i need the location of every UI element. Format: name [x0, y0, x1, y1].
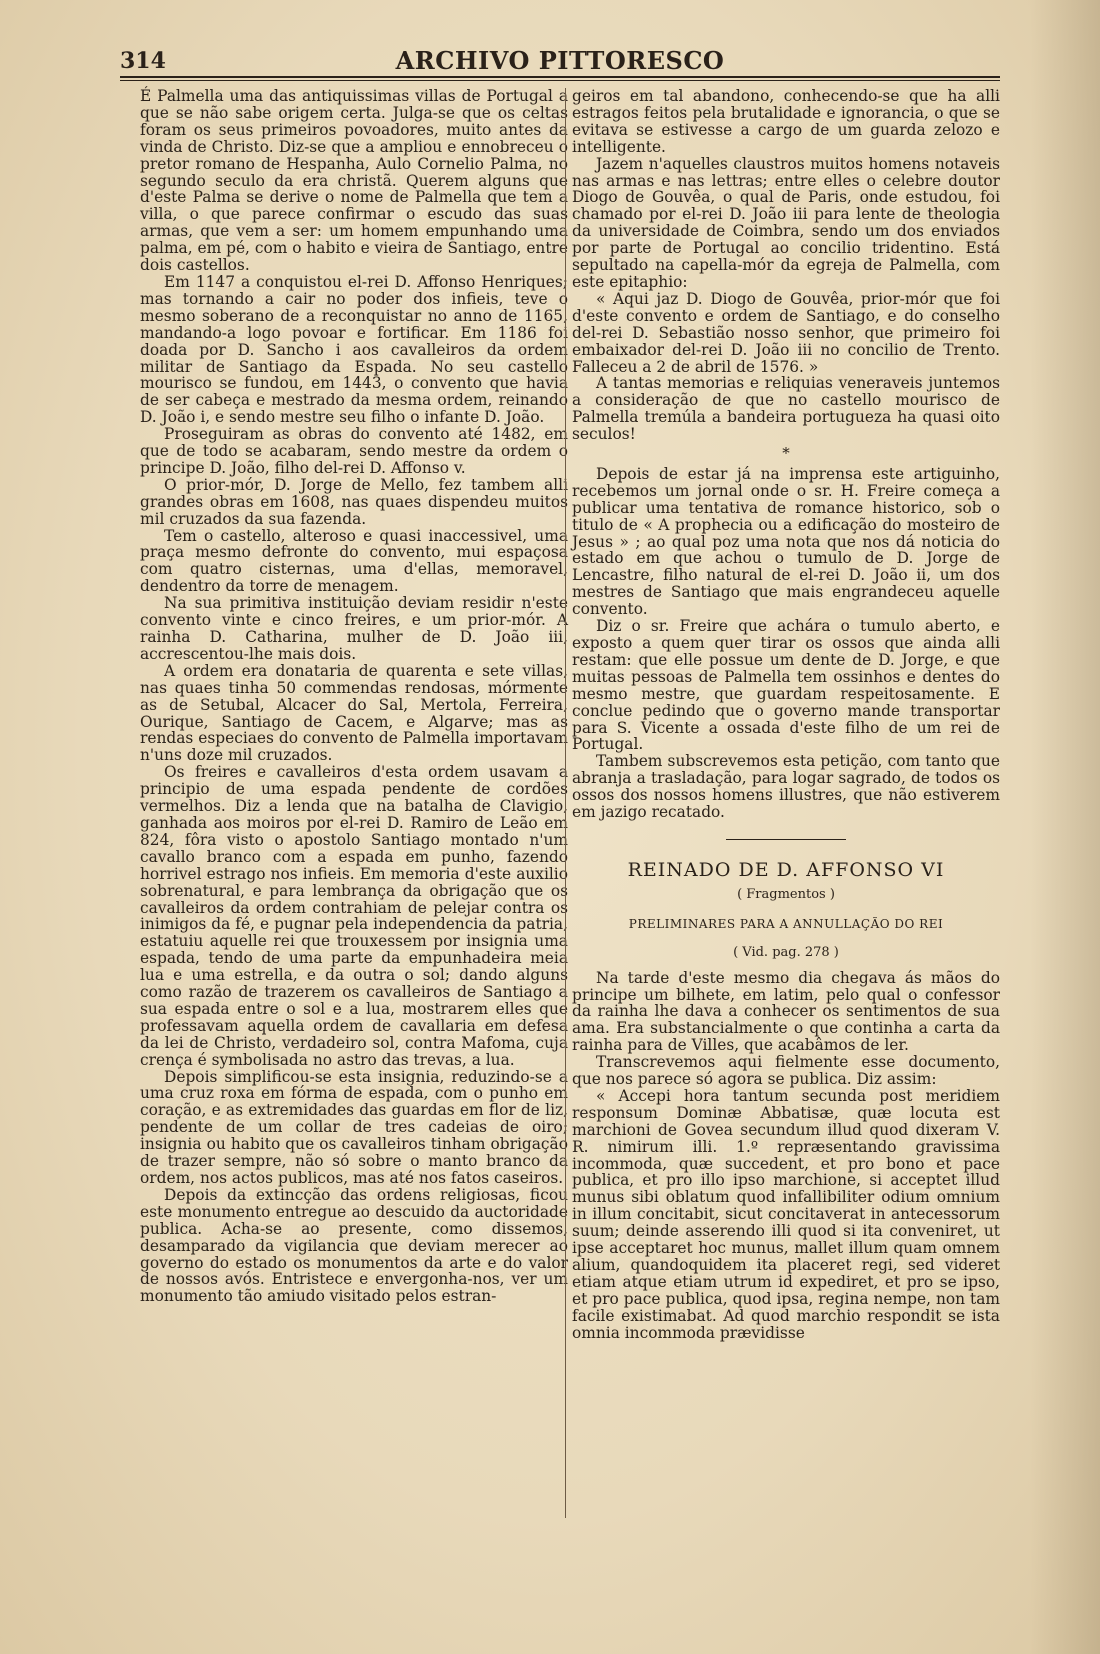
paragraph: Os freires e cavalleiros d'esta ordem usavam a principio de uma espada pendente de cordões vermelhos. Diz a lenda que na batalha de Clavigio, ganhada aos moiros por el-rei D. Ramiro de Leão em 824, fôra visto o apostolo Santiago montado n'um cavallo branco com a espada em punho, fazendo horrivel estrago nos infieis. Em memoria d'este auxilio sobrenatural, e para lembrança da obrigação que os cavalleiros da ordem contrahiam de pelejar contra os inimigos da fé, e pugnar pela independencia da patria, estatuiu aquelle rei que trouxessem por insignia uma espada, tendo de uma parte da empunhadeira meia lua e uma estrella, e da outra o sol; dando alguns como razão de trazerem os cavalleiros de Santiago a sua espada entre o sol e a lua, mostrarem elles que professavam aquella ordem de cavallaria em defesa da lei de Christo, verdadeiro sol, contra Mafoma, cuja crença é symbolisada no astro das trevas, a lua. [140, 763, 568, 1069]
epitaph: « Aqui jaz D. Diogo de Gouvêa, prior-mór que foi d'este convento e ordem de Santiago, e do conselho del-rei D. Sebastião nosso senhor, que primeiro foi embaixador del-rei D. João iii no concilio de Trento. Falleceu a 2 de abril de 1576. » [572, 289, 1000, 376]
running-title: ARCHIVO PITTORESCO [395, 46, 725, 75]
paragraph: Em 1147 a conquistou el-rei D. Affonso Henriques; mas tornando a cair no poder dos infieis, teve o mesmo soberano de a reconquistar no anno de 1165, mandando-a logo povoar e fortificar. Em 1186 foi doada por D. Sancho i aos cavalleiros da ordem militar de Santiago da Espada. No seu castello mourisco se fundou, em 1443, o convento que havia de ser cabeça e mestrado da mesma ordem, reinando D. João i, e sendo mestre seu filho o infante D. João. [140, 272, 568, 427]
left-column [140, 88, 568, 1594]
paragraph: O prior-mór, D. Jorge de Mello, fez tambem alli grandes obras em 1608, nas quaes dispendeu muitos mil cruzados da sua fazenda. [140, 475, 568, 528]
paragraph: Na tarde d'este mesmo dia chegava ás mãos do principe um bilhete, em latim, pelo qual o confessor da rainha lhe dava a conhecer os sentimentos de sua ama. Era substancialmente o que continha a carta da rainha para de Villes, que acabâmos de ler. [572, 968, 1000, 1055]
right-column [572, 88, 1000, 1594]
paragraph: Tem o castello, alteroso e quasi inaccessivel, uma praça mesmo defronte do convento, mui espaçosa com quatro cisternas, uma d'ellas, memoravel, dendentro da torre de menagem. [140, 526, 568, 596]
latin-quotation: « Accepi hora tantum secunda post meridiem responsum Dominæ Abbatisæ, quæ locuta est marchioni de Govea secundum illud quod dixeram V. R. nimirum illi. 1.º repræsentando gravissima incommoda, quæ succedent, et pro bono et pace publica, et pro illo ipso marchione, si acceptet illud munus sibi oblatum quod infallibiliter odium omnium in illum concitabit, sicut concitaverat in antecessorum suum; deinde asserendo illi quod si ita conveniret, ut ipse acceptaret hoc munus, mallet illum quam omnem alium, quandoquidem ita placeret regi, sed videret etiam atque etiam utrum id expediret, et pro se ipso, et pro pace publica, quod ipsa, regina nempe, non tam facile existimabat. Ad quod marchio respondit se ista omnia incommoda prævidisse [572, 1086, 1000, 1342]
paragraph: Transcrevemos aqui fielmente esse documento, que nos parece só agora se publica. Diz assim: [572, 1053, 1000, 1089]
running-header [120, 40, 1000, 80]
page-edge-shadow [1030, 0, 1100, 1654]
page-reference: ( Vid. pag. 278 ) [733, 944, 839, 960]
paragraph: Diz o sr. Freire que achára o tumulo aberto, e exposto a quem quer tirar os ossos que ainda alli restam: que elle possue um dente de D. Jorge, e que muitas pessoas de Palmella tem ossinhos e dentes do mesmo mestre, que guardam respeitosamente. E conclue pedindo que o governo mande transportar para S. Vicente a ossada d'este filho de um rei de Portugal. [572, 617, 1000, 754]
section-subtitle: ( Fragmentos ) [737, 886, 835, 902]
column-divider [565, 88, 566, 1518]
paragraph: Depois da extincção das ordens religiosas, ficou este monumento entregue ao descuido da auctoridade publica. Acha-se ao presente, como dissemos, desamparado da vigilancia que deviam merecer ao governo do estado os monumentos da arte e do valor de nossos avós. Entristece e envergonha-nos, ver um monumento tão amiudo visitado pelos estran- [140, 1185, 568, 1306]
paragraph: Proseguiram as obras do convento até 1482, em que de todo se acabaram, sendo mestre da ordem o principe D. João, filho del-rei D. Affonso v. [140, 425, 568, 477]
section-heading: PRELIMINARES PARA A ANNULLAÇÃO DO REI [628, 916, 944, 931]
header-rule-thin [120, 80, 1000, 81]
paragraph: É Palmella uma das antiquissimas villas de Portugal a que se não sabe origem certa. Julga-se que os celtas foram os seus primeiros povoadores, muito antes da vinda de Christo. Diz-se que a ampliou e ennobreceu o pretor romano de Hespanha, Aulo Cornelio Palma, no segundo seculo da era christã. Querem alguns que d'este Palma se derive o nome de Palmella que tem a villa, o que parece confirmar o escudo das suas armas, que vem a ser: um homem empunhando uma palma, em pé, com o habito e vieira de Santiago, entre dois castellos. [140, 87, 568, 275]
header-rule [120, 76, 1000, 78]
page-number: 314 [120, 48, 166, 74]
paragraph: A ordem era donataria de quarenta e sete villas, nas quaes tinha 50 commendas rendosas, mórmente as de Setubal, Alcacer do Sal, Mertola, Ferreira, Ourique, Santiago de Cacem, e Algarve; mas as rendas especiaes do convento de Palmella importavam n'uns doze mil cruzados. [140, 661, 568, 765]
paragraph: Tambem subscrevemos esta petição, com tanto que abranja a trasladação, para logar sagrado, de todos os ossos dos nossos homens illustres, que não estiverem em jazigo recatado. [572, 752, 1000, 822]
paragraph: Jazem n'aquelles claustros muitos homens notaveis nas armas e nas lettras; entre elles o celebre doutor Diogo de Gouvêa, o qual de Paris, onde estudou, foi chamado por el-rei D. João iii para lente de theologia da universidade de Coimbra, sendo um dos enviados por parte de Portugal ao concilio tridentino. Está sepultado na capella-mór da egreja de Palmella, com este epitaphio: [572, 154, 1000, 291]
paragraph: geiros em tal abandono, conhecendo-se que ha alli estragos feitos pela brutalidade e ignorancia, o que se evitava se estivesse a cargo de um guarda zelozo e intelligente. [572, 87, 1000, 156]
asterism: * [782, 444, 790, 463]
paragraph: Depois de estar já na imprensa este artiguinho, recebemos um jornal onde o sr. H. Freire começa a publicar uma tentativa de romance historico, sob o titulo de « A prophecia ou a edificação do mosteiro de Jesus » ; ao qual poz uma nota que nos dá noticia do estado em que achou o tumulo de D. Jorge de Lencastre, filho natural de el-rei D. João ii, um dos mestres de Santiago que mais engrandeceu aquelle convento. [572, 464, 1000, 619]
paragraph: Na sua primitiva instituição deviam residir n'este convento vinte e cinco freires, e um prior-mór. A rainha D. Catharina, mulher de D. João iii, accrescentou-lhe mais dois. [140, 594, 568, 663]
section-separator [726, 839, 846, 840]
section-title: REINADO DE D. AFFONSO VI [627, 858, 945, 881]
paragraph: Depois simplificou-se esta insignia, reduzindo-se a uma cruz roxa em fórma de espada, com o punho em coração, e as extremidades das guardas em flor de liz, pendente de um collar de tres cadeias de oiro; insignia ou habito que os cavalleiros tinham obrigação de trazer sempre, não só sobre o manto branco da ordem, nos actos publicos, mas até nos fatos caseiros. [140, 1067, 568, 1187]
paragraph: A tantas memorias e reliquias veneraveis juntemos a consideração de que no castello mourisco de Palmella tremúla a bandeira portugueza ha quasi oito seculos! [572, 374, 1000, 444]
